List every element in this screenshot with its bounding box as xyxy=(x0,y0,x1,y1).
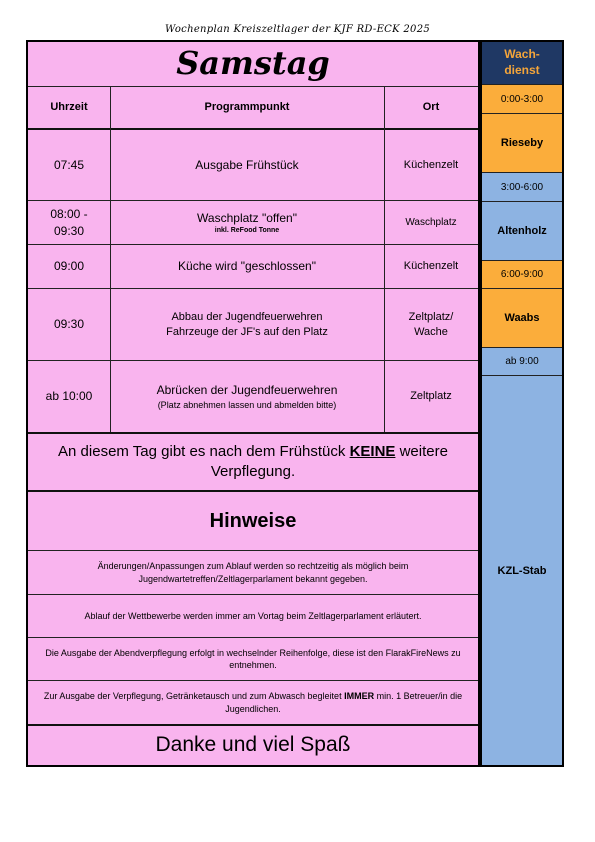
watch-slot1-name: Rieseby xyxy=(482,114,562,173)
row2-program-note: inkl. ReFood Tonne xyxy=(214,226,280,234)
row1-program: Ausgabe Frühstück xyxy=(195,157,299,172)
day-schedule xyxy=(26,40,480,767)
row4-place-line2: Wache xyxy=(414,325,448,338)
row5-program xyxy=(110,361,384,432)
no-food-before: An diesem Tag gibt es nach dem Frühstück xyxy=(58,442,350,460)
watch-slot3-time: 6:00-9:00 xyxy=(482,261,562,289)
document-title: Wochenplan Kreiszeltlager der KJF RD-ECK 2025 xyxy=(164,24,431,35)
hint-4-after: min. 1 Betreuer/in die Jugendlichen. xyxy=(225,691,463,714)
hint-1: Änderungen/Anpassungen zum Ablauf werden so rechtzeitig als möglich beim Jugendwartetreffen/Zeltlagerparlament bekannt gegeben. xyxy=(97,561,409,584)
row5-place: Zeltplatz xyxy=(410,390,452,403)
header-time: Uhrzeit xyxy=(50,100,88,113)
hints-title: Hinweise xyxy=(209,509,297,532)
watch-slot4-time: ab 9:00 xyxy=(482,348,562,376)
watch-header-line2: dienst xyxy=(504,63,540,77)
watch-duty-header xyxy=(482,42,562,85)
row4-program xyxy=(110,289,384,360)
row4-time: 09:30 xyxy=(53,317,85,332)
row4-place xyxy=(384,289,478,360)
watch-duty-column xyxy=(480,40,564,767)
row1-place: Küchenzelt xyxy=(403,158,459,171)
row4-program-line1: Abbau der Jugendfeuerwehren xyxy=(171,310,323,323)
row5-program-note: (Platz abnehmen lassen und abmelden bitte) xyxy=(157,399,337,410)
day-title: Samstag xyxy=(176,44,330,83)
header-place: Ort xyxy=(422,100,440,113)
row3-place: Küchenzelt xyxy=(403,260,459,273)
hint-2: Ablauf der Wettbewerbe werden immer am Vortag beim Zeltlagerparlament erläutert. xyxy=(84,610,422,621)
watch-slot2-name: Altenholz xyxy=(482,202,562,261)
row4-place-line1: Zeltplatz/ xyxy=(408,310,454,323)
row2-time-start: 08:00 - xyxy=(50,207,88,222)
no-food-after: weitere Verpflegung. xyxy=(210,442,448,480)
hint-3: Die Ausgabe der Abendverpflegung erfolgt in wechselnder Reihenfolge, diese ist den FlarakFireNews zu entnehmen. xyxy=(45,647,461,670)
row1-time: 07:45 xyxy=(53,157,85,172)
row3-time: 09:00 xyxy=(53,259,85,274)
row2-program xyxy=(110,201,384,244)
row2-time-end: 09:30 xyxy=(53,223,85,238)
hint-4-before: Zur Ausgabe der Verpflegung, Getränketausch und zum Abwasch begleitet xyxy=(43,691,345,702)
row2-program-text: Waschplatz "offen" xyxy=(197,210,297,225)
row5-program-text: Abrücken der Jugendfeuerwehren xyxy=(156,383,338,398)
row2-place: Waschplatz xyxy=(405,216,457,228)
watch-slot4-name: KZL-Stab xyxy=(482,376,562,765)
watch-slot3-name: Waabs xyxy=(482,289,562,348)
header-program: Programmpunkt xyxy=(204,100,290,113)
row3-program: Küche wird "geschlossen" xyxy=(178,259,316,274)
no-food-notice xyxy=(28,434,478,490)
hint-4-emphasis: IMMER xyxy=(344,691,375,702)
row4-program-line2: Fahrzeuge der JF's auf den Platz xyxy=(166,325,328,338)
row5-time: ab 10:00 xyxy=(45,389,93,404)
watch-slot1-time: 0:00-3:00 xyxy=(482,85,562,114)
watch-slot2-time: 3:00-6:00 xyxy=(482,173,562,202)
row2-time xyxy=(28,201,110,244)
watch-header-line1: Wach- xyxy=(504,47,540,62)
no-food-emphasis: KEINE xyxy=(349,442,396,460)
hint-4 xyxy=(28,681,478,724)
thanks-text: Danke und viel Spaß xyxy=(155,733,351,757)
